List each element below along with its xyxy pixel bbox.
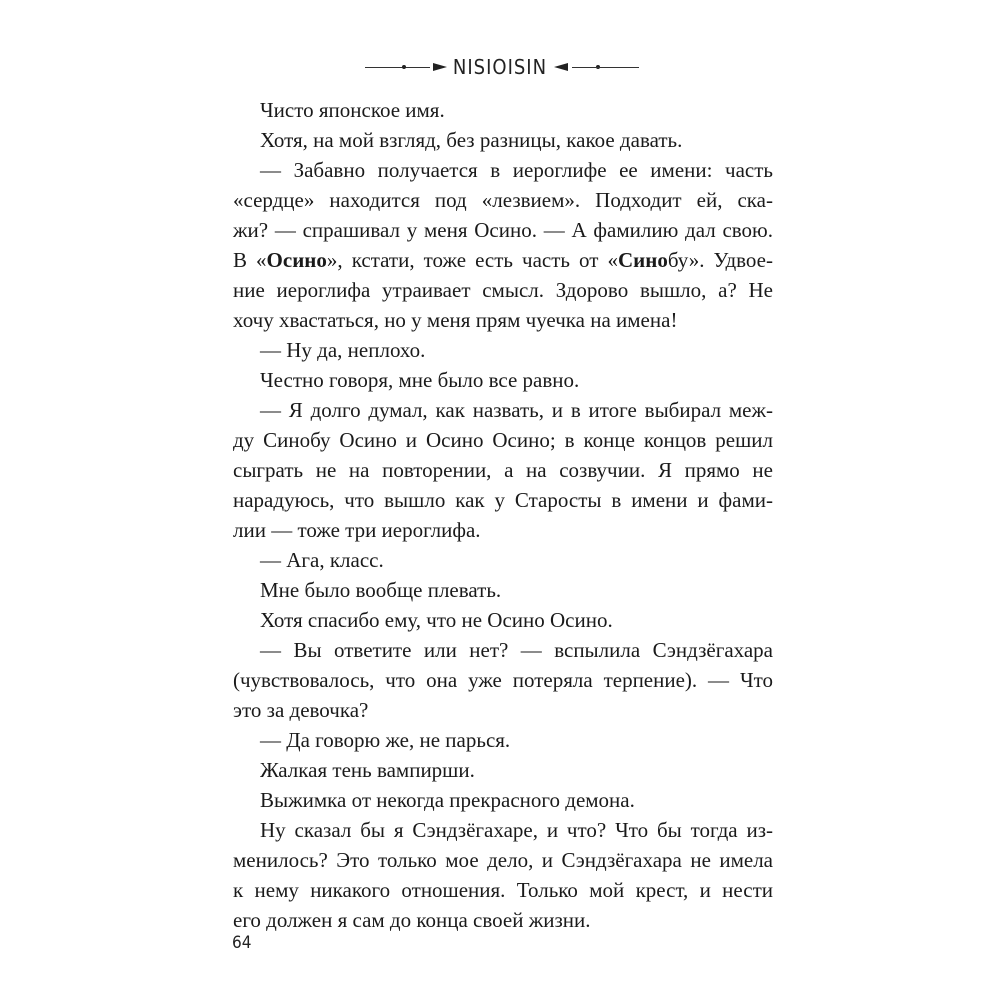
text-line: к нему никакого отношения. Только мой крест, и нести bbox=[233, 878, 773, 902]
text-line: — Я долго думал, как назвать, и в итоге выбирал меж- bbox=[260, 398, 773, 422]
text-line: Хотя спасибо ему, что не Осино Осино. bbox=[260, 608, 613, 632]
header-title: NISIOISIN bbox=[452, 55, 548, 79]
header-arrow-left-icon bbox=[554, 63, 568, 71]
text-line: — Да говорю же, не парься. bbox=[260, 728, 511, 752]
header-rule-right bbox=[572, 67, 639, 68]
text-line: — Вы ответите или нет? — вспылила Сэндзёгахара bbox=[260, 638, 773, 662]
text-line: менилось? Это только мое дело, и Сэндзёгахара не имела bbox=[233, 848, 773, 872]
text-line: это за девочка? bbox=[233, 698, 369, 722]
text-line: «сердце» находится под «лезвием». Подходит ей, ска- bbox=[233, 188, 773, 212]
text-line: Честно говоря, мне было все равно. bbox=[260, 368, 580, 392]
text-line: Ну сказал бы я Сэндзёгахаре, и что? Что бы тогда из- bbox=[260, 818, 773, 842]
text-line: хочу хвастаться, но у меня прям чуечка на имена! bbox=[233, 308, 678, 332]
text-line: — Ну да, неплохо. bbox=[260, 338, 426, 362]
text-line: (чувствовалось, что она уже потеряла терпение). — Что bbox=[233, 668, 773, 692]
text-line: Мне было вообще плевать. bbox=[260, 578, 502, 602]
text-line: ние иероглифа утраивает смысл. Здорово вышло, а? Не bbox=[233, 278, 773, 302]
text-line: лии — тоже три иероглифа. bbox=[233, 518, 481, 542]
page-number: 64 bbox=[232, 933, 252, 953]
text-line: Чисто японское имя. bbox=[260, 98, 445, 122]
text-line: Выжимка от некогда прекрасного демона. bbox=[260, 788, 635, 812]
text-line: В «Осино», кстати, тоже есть часть от «Синобу». Удвое- bbox=[233, 248, 773, 272]
text-line: сыграть не на повторении, а на созвучии. Я прямо не bbox=[233, 458, 773, 482]
text-line: нарадуюсь, что вышло как у Старосты в имени и фами- bbox=[233, 488, 773, 512]
text-line: его должен я сам до конца своей жизни. bbox=[233, 908, 591, 932]
text-line: — Ага, класс. bbox=[260, 548, 384, 572]
header-arrow-right-icon bbox=[433, 63, 447, 71]
emphasis: Сино bbox=[617, 248, 668, 272]
text-line: Жалкая тень вампирши. bbox=[260, 758, 475, 782]
text-line: Хотя, на мой взгляд, без разницы, какое давать. bbox=[260, 128, 683, 152]
text-line: ду Синобу Осино и Осино Осино; в конце концов решил bbox=[233, 428, 773, 452]
emphasis: Осино bbox=[266, 248, 327, 272]
text-line: — Забавно получается в иероглифе ее имени: часть bbox=[260, 158, 773, 182]
body-text bbox=[233, 95, 773, 935]
running-header bbox=[0, 54, 1000, 82]
text-line: жи? — спрашивал у меня Осино. — А фамилию дал свою. bbox=[233, 218, 773, 242]
header-rule-left bbox=[365, 67, 430, 68]
header-ornament-dot-left bbox=[402, 65, 406, 69]
